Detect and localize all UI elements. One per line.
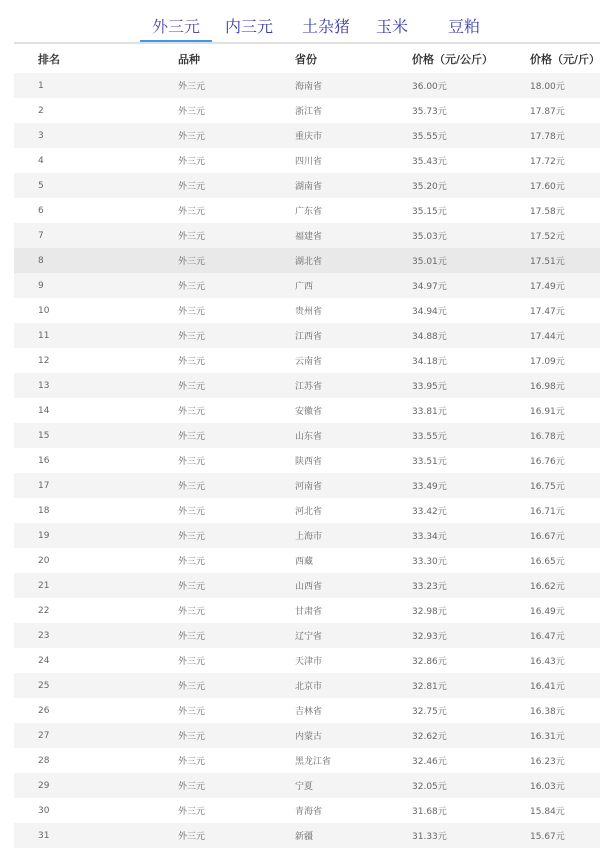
- province-cell: 广西: [295, 282, 314, 292]
- variety-cell: 外三元: [178, 582, 206, 592]
- variety-cell: 外三元: [178, 657, 206, 667]
- price-jin-cell: 16.91元: [530, 407, 565, 417]
- price-kg-cell: 32.46元: [412, 757, 447, 767]
- price-kg-cell: 31.33元: [412, 832, 447, 842]
- price-kg-cell: 33.42元: [412, 507, 447, 517]
- price-kg-cell: 33.81元: [412, 407, 447, 417]
- price-kg-cell: 34.97元: [412, 282, 447, 292]
- table-row: [14, 348, 600, 373]
- header-variety: 品种: [178, 52, 200, 66]
- variety-cell: 外三元: [178, 707, 206, 717]
- price-kg-cell: 31.68元: [412, 807, 447, 817]
- header-province: 省份: [295, 52, 317, 66]
- rank-cell: 16: [38, 455, 50, 466]
- table-row: [14, 73, 600, 98]
- rank-cell: 29: [38, 780, 50, 791]
- price-jin-cell: 16.38元: [530, 707, 565, 717]
- table-row: [14, 673, 600, 698]
- price-jin-cell: 16.47元: [530, 632, 565, 642]
- price-jin-cell: 16.65元: [530, 557, 565, 567]
- price-kg-cell: 33.49元: [412, 482, 447, 492]
- table-row: [14, 473, 600, 498]
- province-cell: 江苏省: [295, 382, 323, 392]
- variety-cell: 外三元: [178, 807, 206, 817]
- variety-cell: 外三元: [178, 182, 206, 192]
- table-row: [14, 198, 600, 223]
- rank-cell: 8: [38, 255, 44, 266]
- rank-cell: 9: [38, 280, 44, 291]
- price-kg-cell: 35.20元: [412, 182, 447, 192]
- price-jin-cell: 16.62元: [530, 582, 565, 592]
- variety-cell: 外三元: [178, 507, 206, 517]
- price-jin-cell: 17.87元: [530, 107, 565, 117]
- province-cell: 上海市: [295, 532, 323, 542]
- product-tabs: [0, 0, 600, 40]
- table-row: [14, 123, 600, 148]
- rank-cell: 23: [38, 630, 50, 641]
- rank-cell: 7: [38, 230, 44, 241]
- table-row: [14, 448, 600, 473]
- table-row: [14, 323, 600, 348]
- variety-cell: 外三元: [178, 307, 206, 317]
- variety-cell: 外三元: [178, 757, 206, 767]
- table-row: [14, 423, 600, 448]
- province-cell: 青海省: [295, 807, 323, 817]
- province-cell: 西藏: [295, 557, 314, 567]
- province-cell: 黑龙江省: [295, 757, 332, 767]
- province-cell: 浙江省: [295, 107, 323, 117]
- price-kg-cell: 34.88元: [412, 332, 447, 342]
- price-jin-cell: 17.47元: [530, 307, 565, 317]
- price-kg-cell: 34.18元: [412, 357, 447, 367]
- price-jin-cell: 16.78元: [530, 432, 565, 442]
- variety-cell: 外三元: [178, 557, 206, 567]
- province-cell: 海南省: [295, 82, 323, 92]
- table-row: [14, 373, 600, 398]
- table-row: [14, 98, 600, 123]
- price-kg-cell: 35.01元: [412, 257, 447, 267]
- province-cell: 吉林省: [295, 707, 323, 717]
- variety-cell: 外三元: [178, 257, 206, 267]
- variety-cell: 外三元: [178, 482, 206, 492]
- price-kg-cell: 33.30元: [412, 557, 447, 567]
- price-jin-cell: 17.44元: [530, 332, 565, 342]
- variety-cell: 外三元: [178, 107, 206, 117]
- province-cell: 北京市: [295, 682, 323, 692]
- table-row: [14, 148, 600, 173]
- table-row: [14, 498, 600, 523]
- table-row: [14, 248, 600, 273]
- table-row: [14, 573, 600, 598]
- price-jin-cell: 17.58元: [530, 207, 565, 217]
- price-kg-cell: 35.55元: [412, 132, 447, 142]
- price-jin-cell: 17.60元: [530, 182, 565, 192]
- table-row: [14, 798, 600, 823]
- price-jin-cell: 16.67元: [530, 532, 565, 542]
- rank-cell: 3: [38, 130, 44, 141]
- province-cell: 辽宁省: [295, 632, 323, 642]
- price-kg-cell: 35.15元: [412, 207, 447, 217]
- price-kg-cell: 36.00元: [412, 82, 447, 92]
- province-cell: 河北省: [295, 507, 323, 517]
- table-header-row: [14, 44, 600, 73]
- price-jin-cell: 16.98元: [530, 382, 565, 392]
- price-kg-cell: 34.94元: [412, 307, 447, 317]
- variety-cell: 外三元: [178, 332, 206, 342]
- rank-cell: 13: [38, 380, 50, 391]
- price-jin-cell: 16.03元: [530, 782, 565, 792]
- variety-cell: 外三元: [178, 207, 206, 217]
- table-row: [14, 273, 600, 298]
- table-row: [14, 748, 600, 773]
- variety-cell: 外三元: [178, 457, 206, 467]
- province-cell: 四川省: [295, 157, 323, 167]
- header-price-jin: 价格（元/斤）: [530, 52, 600, 66]
- rank-cell: 10: [38, 305, 50, 316]
- price-kg-cell: 32.86元: [412, 657, 447, 667]
- rank-cell: 28: [38, 755, 50, 766]
- price-jin-cell: 16.43元: [530, 657, 565, 667]
- rank-cell: 6: [38, 205, 44, 216]
- table-row: [14, 548, 600, 573]
- variety-cell: 外三元: [178, 682, 206, 692]
- price-kg-cell: 35.73元: [412, 107, 447, 117]
- price-kg-cell: 33.51元: [412, 457, 447, 467]
- price-jin-cell: 17.09元: [530, 357, 565, 367]
- tab-yu-mi[interactable]: 玉米: [375, 17, 408, 36]
- province-cell: 湖北省: [295, 257, 323, 267]
- price-jin-cell: 16.49元: [530, 607, 565, 617]
- tab-wai-san-yuan[interactable]: 外三元: [140, 12, 212, 42]
- province-cell: 安徽省: [295, 407, 323, 417]
- header-price-kg: 价格（元/公斤）: [412, 52, 494, 66]
- province-cell: 福建省: [295, 232, 323, 242]
- table-row: [14, 598, 600, 623]
- table-row: [14, 698, 600, 723]
- variety-cell: 外三元: [178, 82, 206, 92]
- rank-cell: 30: [38, 805, 50, 816]
- rank-cell: 25: [38, 680, 50, 691]
- tab-dou-po[interactable]: 豆粕: [447, 17, 480, 36]
- province-cell: 重庆市: [295, 132, 323, 142]
- price-kg-cell: 33.23元: [412, 582, 447, 592]
- price-kg-cell: 33.95元: [412, 382, 447, 392]
- table-row: [14, 773, 600, 798]
- price-jin-cell: 17.51元: [530, 257, 565, 267]
- variety-cell: 外三元: [178, 532, 206, 542]
- rank-cell: 11: [38, 330, 50, 341]
- price-jin-cell: 17.78元: [530, 132, 565, 142]
- price-jin-cell: 16.75元: [530, 482, 565, 492]
- price-kg-cell: 35.43元: [412, 157, 447, 167]
- price-jin-cell: 16.23元: [530, 757, 565, 767]
- rank-cell: 18: [38, 505, 50, 516]
- price-kg-cell: 32.93元: [412, 632, 447, 642]
- rank-cell: 19: [38, 530, 50, 541]
- province-cell: 河南省: [295, 482, 323, 492]
- variety-cell: 外三元: [178, 407, 206, 417]
- price-jin-cell: 15.84元: [530, 807, 565, 817]
- table-row: [14, 173, 600, 198]
- price-jin-cell: 16.41元: [530, 682, 565, 692]
- variety-cell: 外三元: [178, 132, 206, 142]
- variety-cell: 外三元: [178, 432, 206, 442]
- price-jin-cell: 16.71元: [530, 507, 565, 517]
- variety-cell: 外三元: [178, 732, 206, 742]
- table-row: [14, 298, 600, 323]
- table-row: [14, 398, 600, 423]
- rank-cell: 21: [38, 580, 50, 591]
- table-body: [14, 73, 600, 848]
- price-kg-cell: 32.75元: [412, 707, 447, 717]
- province-cell: 广东省: [295, 207, 323, 217]
- price-ranking-table: [14, 44, 600, 848]
- rank-cell: 17: [38, 480, 50, 491]
- province-cell: 内蒙古: [295, 732, 323, 742]
- variety-cell: 外三元: [178, 782, 206, 792]
- rank-cell: 31: [38, 830, 50, 841]
- rank-cell: 2: [38, 105, 44, 116]
- province-cell: 山西省: [295, 582, 323, 592]
- province-cell: 新疆: [295, 832, 314, 842]
- price-jin-cell: 18.00元: [530, 82, 565, 92]
- variety-cell: 外三元: [178, 282, 206, 292]
- table-row: [14, 523, 600, 548]
- price-kg-cell: 32.81元: [412, 682, 447, 692]
- province-cell: 云南省: [295, 357, 323, 367]
- rank-cell: 26: [38, 705, 50, 716]
- rank-cell: 14: [38, 405, 50, 416]
- table-row: [14, 223, 600, 248]
- header-rank: 排名: [38, 52, 60, 66]
- variety-cell: 外三元: [178, 382, 206, 392]
- province-cell: 甘肃省: [295, 607, 323, 617]
- province-cell: 天津市: [295, 657, 323, 667]
- rank-cell: 24: [38, 655, 50, 666]
- price-jin-cell: 16.31元: [530, 732, 565, 742]
- variety-cell: 外三元: [178, 632, 206, 642]
- variety-cell: 外三元: [178, 157, 206, 167]
- province-cell: 陕西省: [295, 457, 323, 467]
- table-row: [14, 648, 600, 673]
- price-kg-cell: 32.98元: [412, 607, 447, 617]
- province-cell: 贵州省: [295, 307, 323, 317]
- price-kg-cell: 33.55元: [412, 432, 447, 442]
- price-kg-cell: 32.05元: [412, 782, 447, 792]
- price-jin-cell: 17.49元: [530, 282, 565, 292]
- rank-cell: 4: [38, 155, 44, 166]
- rank-cell: 1: [38, 80, 44, 91]
- price-jin-cell: 17.72元: [530, 157, 565, 167]
- price-kg-cell: 33.34元: [412, 532, 447, 542]
- price-jin-cell: 16.76元: [530, 457, 565, 467]
- rank-cell: 27: [38, 730, 50, 741]
- price-kg-cell: 35.03元: [412, 232, 447, 242]
- rank-cell: 22: [38, 605, 50, 616]
- province-cell: 宁夏: [295, 782, 314, 792]
- province-cell: 湖南省: [295, 182, 323, 192]
- price-table-container: [14, 42, 600, 848]
- table-row: [14, 723, 600, 748]
- tab-nei-san-yuan[interactable]: 内三元: [224, 17, 273, 36]
- variety-cell: 外三元: [178, 832, 206, 842]
- variety-cell: 外三元: [178, 232, 206, 242]
- rank-cell: 5: [38, 180, 44, 191]
- price-kg-cell: 32.62元: [412, 732, 447, 742]
- tab-tu-za-zhu[interactable]: 土杂猪: [301, 17, 350, 36]
- province-cell: 山东省: [295, 432, 323, 442]
- province-cell: 江西省: [295, 332, 323, 342]
- variety-cell: 外三元: [178, 607, 206, 617]
- table-row: [14, 623, 600, 648]
- rank-cell: 12: [38, 355, 50, 366]
- table-row: [14, 823, 600, 848]
- price-jin-cell: 17.52元: [530, 232, 565, 242]
- rank-cell: 20: [38, 555, 50, 566]
- rank-cell: 15: [38, 430, 50, 441]
- price-jin-cell: 15.67元: [530, 832, 565, 842]
- variety-cell: 外三元: [178, 357, 206, 367]
